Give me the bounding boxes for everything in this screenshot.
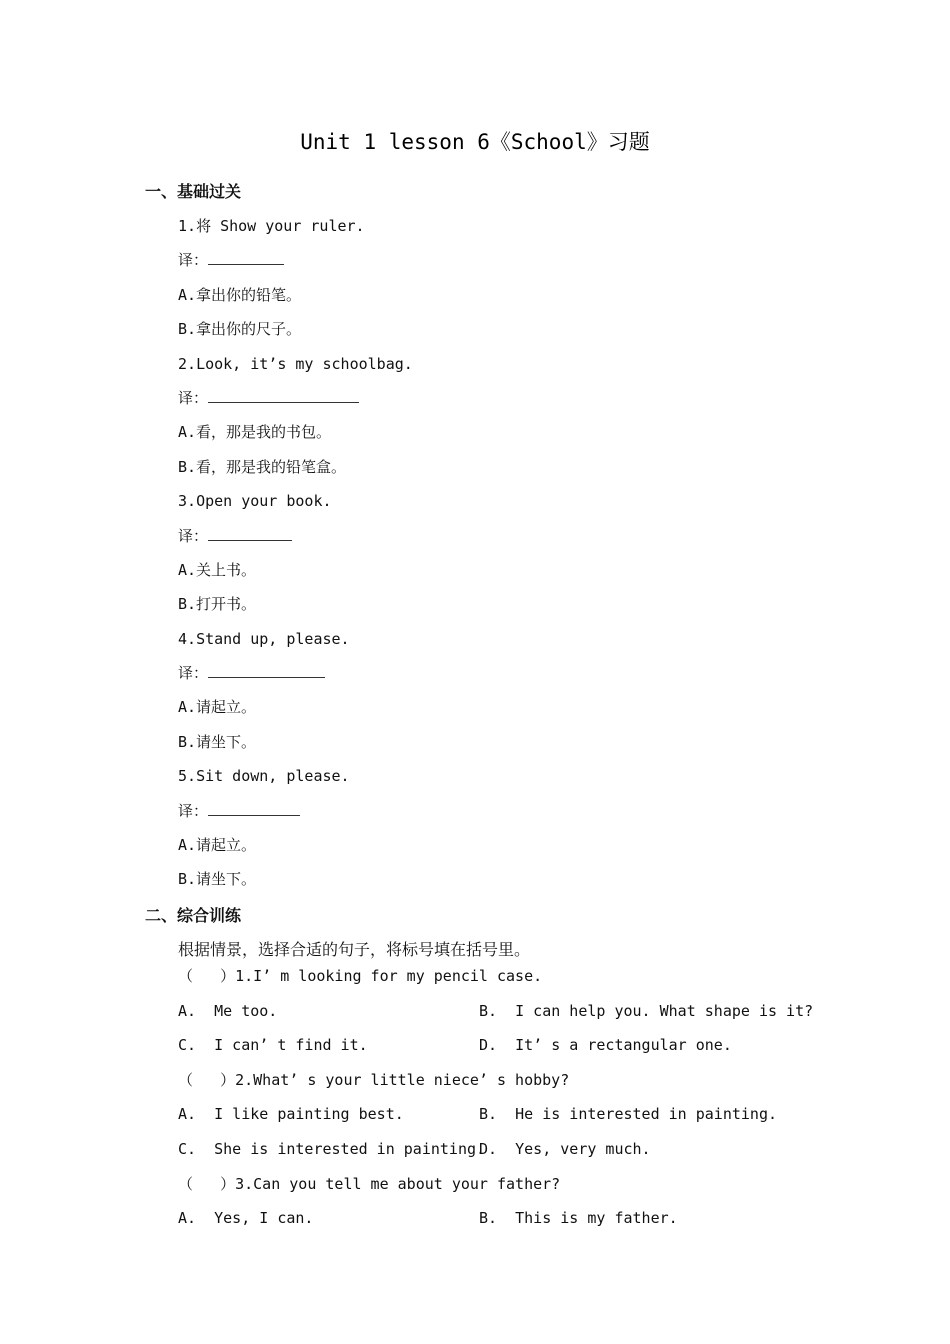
option: D. It’ s a rectangular one. <box>479 1036 732 1055</box>
option-row <box>178 1206 818 1241</box>
answer-blank[interactable] <box>208 662 325 678</box>
option: A. Yes, I can. <box>178 1209 314 1228</box>
section-heading-basic: 一、基础过关 <box>145 182 242 201</box>
option: C. I can’ t find it. <box>178 1036 368 1055</box>
option: B.请坐下。 <box>178 870 257 889</box>
translation-line <box>178 524 798 558</box>
question-stem: （ ）3.Can you tell me about your father? <box>178 1174 561 1193</box>
item-number: 4. <box>178 629 197 648</box>
option: B.拿出你的尺子。 <box>178 320 302 339</box>
option-row <box>178 999 818 1034</box>
item-prompt <box>178 214 798 248</box>
answer-blank[interactable] <box>208 525 292 541</box>
question-stem: （ ）2.What’ s your little niece’ s hobby? <box>178 1070 570 1089</box>
item-text: Sit down, please. <box>196 767 350 786</box>
option: A.看，那是我的书包。 <box>178 423 332 442</box>
question-stem: （ ）1.I’ m looking for my pencil case. <box>178 967 543 985</box>
item-text: Open your book. <box>196 492 332 511</box>
option: B.请坐下。 <box>178 732 257 751</box>
item-prompt <box>178 352 798 386</box>
translation-line <box>178 386 798 420</box>
item-prompt <box>178 489 798 523</box>
translate-label: 译： <box>178 801 209 820</box>
option: B.打开书。 <box>178 595 257 614</box>
translation-line <box>178 661 798 695</box>
option: B. This is my father. <box>479 1209 678 1228</box>
item-prompt <box>178 764 798 798</box>
instructions: 根据情景，选择合适的句子，将标号填在括号里。 <box>178 940 531 959</box>
section-basic-items <box>178 214 798 902</box>
item-prompt <box>178 627 798 661</box>
option: A. I like painting best. <box>178 1105 404 1124</box>
option: C. She is interested in painting. <box>178 1139 486 1158</box>
answer-blank[interactable] <box>208 387 359 403</box>
option-row <box>178 1137 818 1172</box>
answer-blank[interactable] <box>208 249 284 265</box>
option: A.关上书。 <box>178 560 257 579</box>
option: B. I can help you. What shape is it? <box>479 1001 814 1020</box>
option-row <box>178 1033 818 1068</box>
translation-line <box>178 799 798 833</box>
option: B. He is interested in painting. <box>479 1105 778 1124</box>
translate-label: 译： <box>178 664 209 683</box>
option: B.看，那是我的铅笔盒。 <box>178 457 347 476</box>
option: A. Me too. <box>178 1001 278 1020</box>
option: A.拿出你的铅笔。 <box>178 285 302 304</box>
translate-label: 译： <box>178 251 209 270</box>
option: A.请起立。 <box>178 698 257 717</box>
answer-blank[interactable] <box>208 800 300 816</box>
option: D. Yes, very much. <box>479 1139 651 1158</box>
page-title: Unit 1 lesson 6《School》习题 <box>300 130 650 154</box>
item-number: 3. <box>178 492 197 511</box>
translate-label: 译： <box>178 388 209 407</box>
option: A.请起立。 <box>178 836 257 855</box>
section-comprehensive-items <box>178 938 818 1241</box>
option-row <box>178 1102 818 1137</box>
translate-label: 译： <box>178 526 209 545</box>
item-number: 1. <box>178 217 197 235</box>
section-heading-comprehensive: 二、综合训练 <box>145 906 242 925</box>
item-number: 2. <box>178 354 197 373</box>
item-text: Stand up, please. <box>196 629 350 648</box>
translation-line <box>178 248 798 282</box>
item-text: 将 Show your ruler. <box>196 217 365 235</box>
item-number: 5. <box>178 767 197 786</box>
item-text: Look, it’s my schoolbag. <box>196 354 413 373</box>
